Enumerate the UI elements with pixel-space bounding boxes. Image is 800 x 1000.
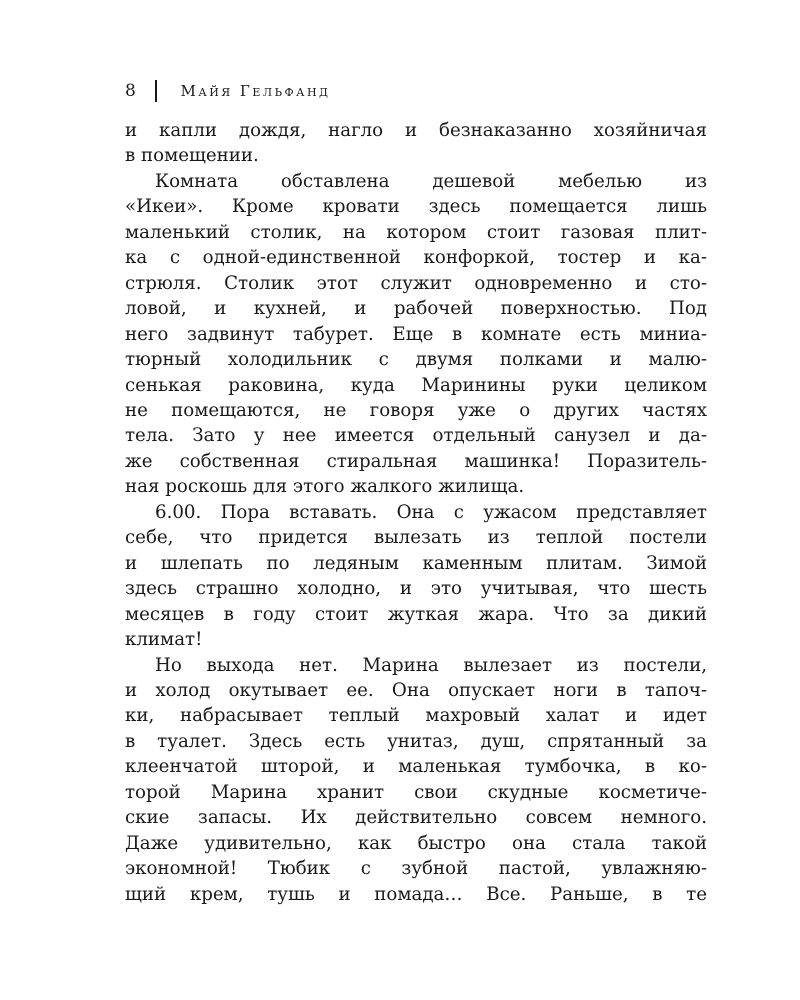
header-divider [155,80,157,102]
text-line: маленький столик, на котором стоит газовая плит- [125,221,707,243]
body-text [125,118,707,907]
text-line: экономной! Тюбик с зубной пастой, увлажняю- [125,858,707,880]
text-line: «Икеи». Кроме кровати здесь помещается лишь [125,196,707,218]
text-line: него задвинут табурет. Еще в комнате есть миниа- [125,323,707,345]
text-line: тюрный холодильник с двумя полками и малю- [125,349,707,371]
text-line: клеенчатой шторой, и маленькая тумбочка, в ко- [125,756,707,778]
page-number: 8 [125,81,136,101]
text-line: стрюля. Столик этот служит одновременно и сто- [125,272,707,294]
text-line: сенькая раковина, куда Маринины руки целиком [125,374,707,396]
text-line: 6.00. Пора вставать. Она с ужасом представляет [155,501,707,523]
text-line: ловой, и кухней, и рабочей поверхностью. Под [125,298,707,320]
text-line: Комната обставлена дешевой мебелью из [155,170,707,192]
text-line: и холод окутывает ее. Она опускает ноги в тапоч- [125,679,707,701]
text-line: ка с одной-единственной конфоркой, тостер и ка- [125,247,707,269]
text-line: торой Марина хранит свои скудные косметиче- [125,781,707,803]
text-line: Но выхода нет. Марина вылезает из постели, [155,654,707,676]
text-line: климат! [125,629,203,651]
text-line: же собственная стиральная машинка! Поразитель- [125,450,707,472]
paragraph [125,118,707,169]
text-line: в помещении. [125,145,259,167]
text-line: Даже удивительно, как быстро она стала такой [125,832,707,854]
paragraph [125,500,707,653]
text-line: себе, что придется вылезать из теплой постели [125,527,707,549]
text-line: и капли дождя, нагло и безнаказанно хозяйничая [125,120,707,141]
text-line: в туалет. Здесь есть унитаз, душ, спрятанный за [125,730,707,752]
text-line: месяцев в году стоит жуткая жара. Что за дикий [125,603,707,625]
text-line: щий крем, тушь и помада… Все. Раньше, в те [125,883,707,905]
text-line: не помещаются, не говоря уже о других частях [125,399,707,421]
running-head [125,76,707,106]
text-line: здесь страшно холодно, и это учитывая, что шесть [125,578,707,600]
book-page [125,76,707,907]
text-line: ная роскошь для этого жалкого жилища. [125,476,525,498]
text-line: ки, набрасывает теплый махровый халат и идет [125,705,707,727]
text-line: и шлепать по ледяным каменным плитам. Зимой [125,552,707,574]
text-line: ские запасы. Их действительно совсем немного. [125,807,707,829]
paragraph [125,653,707,908]
author-name: Майя Гельфанд [180,82,331,100]
text-line: тела. Зато у нее имеется отдельный санузел и да- [125,425,707,447]
paragraph [125,169,707,500]
